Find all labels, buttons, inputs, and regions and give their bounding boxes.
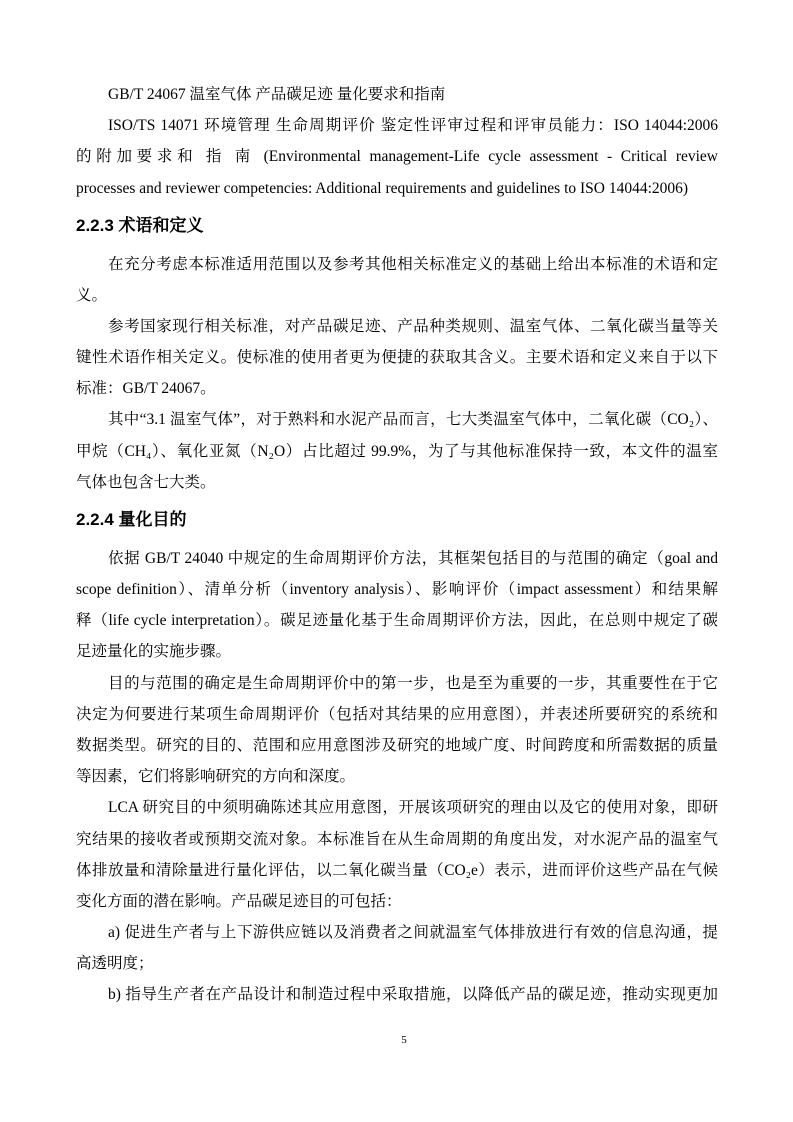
paragraph: [76, 311, 718, 405]
paragraph: [76, 249, 718, 311]
paragraph: [76, 668, 718, 793]
text-line: 足迹量化的实施步骤。: [76, 643, 232, 661]
paragraph: [76, 404, 718, 498]
text-line: LCA 研究目的中须明确陈述其应用意图，开展该项研究的理由以及它的使用对象，即研: [108, 799, 718, 817]
text-line: 等因素，它们将影响研究的方向和深度。: [76, 768, 356, 786]
reference-gb-t-24067: [76, 79, 718, 110]
document-page: [76, 79, 718, 1011]
text-line: 甲烷（CH₄）、氧化亚氮（N₂O）占比超过 99.9%，为了与其他标准保持一致，本文件的温室: [76, 442, 718, 460]
list-item-b: [76, 979, 718, 1010]
text-line: 其中“3.1 温室气体”，对于熟料和水泥产品而言，七大类温室气体中，二氧化碳（CO₂）、: [108, 411, 718, 429]
text-line: GB/T 24067 温室气体 产品碳足迹 量化要求和指南: [108, 86, 446, 103]
text-line: 气体也包含七大类。: [76, 473, 216, 491]
text-line: 高透明度；: [76, 955, 154, 973]
text-line: 究结果的接收者或预期交流对象。本标准旨在从生命周期的角度出发，对水泥产品的温室气: [76, 830, 718, 848]
text-line: 标准：GB/T 24067。: [76, 380, 216, 398]
text-line: 变化方面的潜在影响。产品碳足迹目的可包括：: [76, 892, 402, 910]
page-number: 5: [401, 1034, 407, 1046]
paragraph: [76, 792, 718, 917]
text-line: 在充分考虑本标准适用范围以及参考其他相关标准定义的基础上给出本标准的术语和定: [108, 255, 718, 273]
text-line: processes and reviewer competencies: Additional requirements and guidelines to ISO 14044:2006): [76, 179, 689, 197]
list-item-a: [76, 917, 718, 979]
text-line: ISO/TS 14071 环境管理 生命周期评价 鉴定性评审过程和评审员能力：ISO 14044:2006: [108, 117, 718, 135]
text-line: 体排放量和清除量进行量化评估，以二氧化碳当量（CO₂e）表示，进而评价这些产品在气候: [76, 861, 718, 879]
text-line: a) 促进生产者与上下游供应链以及消费者之间就温室气体排放进行有效的信息沟通，提: [108, 924, 718, 942]
paragraph: [76, 543, 718, 668]
section-heading: 2.2.4 量化目的: [76, 510, 187, 530]
section-2-2-4-quantification-purpose: [76, 498, 718, 1011]
text-line: scope definition）、清单分析（inventory analysis）、影响评价（impact assessment）和结果解: [76, 581, 718, 599]
text-line: 目的与范围的确定是生命周期评价中的第一步，也是至为重要的一步，其重要性在于它: [108, 674, 718, 692]
text-line: 的附加要求和 指 南 (Environmental management-Life cycle assessment - Critical review: [76, 148, 718, 166]
text-line: 键性术语作相关定义。使标准的使用者更为便捷的获取其含义。主要术语和定义来自于以下: [76, 349, 718, 367]
text-line: b) 指导生产者在产品设计和制造过程中采取措施，以降低产品的碳足迹，推动实现更加: [108, 986, 718, 1004]
text-line: 数据类型。研究的目的、范围和应用意图涉及研究的地域广度、时间跨度和所需数据的质量: [76, 736, 718, 754]
text-line: 决定为何要进行某项生命周期评价（包括对其结果的应用意图），并表述所要研究的系统和: [76, 705, 718, 723]
text-line: 义。: [76, 286, 108, 304]
section-2-2-3-terms-and-definitions: [76, 204, 718, 498]
reference-iso-ts-14071: [76, 110, 718, 204]
text-line: 参考国家现行相关标准，对产品碳足迹、产品种类规则、温室气体、二氧化碳当量等关: [108, 317, 718, 335]
text-line: 释（life cycle interpretation）。碳足迹量化基于生命周期评价方法，因此，在总则中规定了碳: [76, 612, 718, 630]
section-heading: 2.2.3 术语和定义: [76, 215, 204, 235]
text-line: 依据 GB/T 24040 中规定的生命周期评价方法，其框架包括目的与范围的确定（goal and: [108, 549, 718, 567]
